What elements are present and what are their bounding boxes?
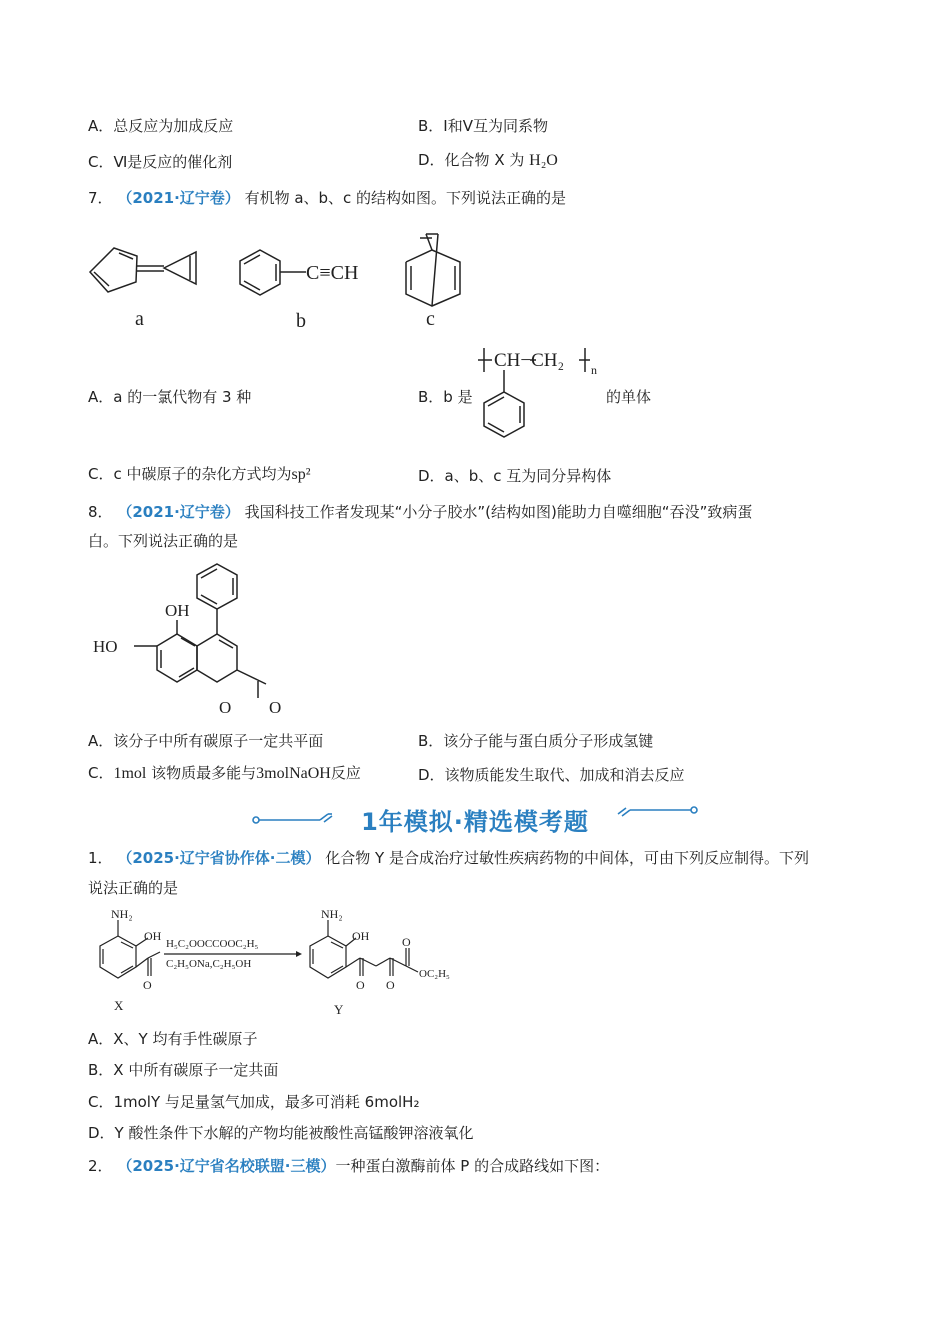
reagent-top: H₅C₂OOCCOOC₂H₅ — [166, 938, 259, 950]
q8-option-c-label: C． — [88, 764, 114, 782]
b-group-label: C≡CH — [306, 262, 359, 284]
label-b: b — [296, 310, 306, 332]
m2-stem-text: 一种蛋白激酶前体 P 的合成路线如下图： — [335, 1157, 610, 1175]
m1-option-d: D．Y 酸性条件下水解的产物均能被酸性高锰酸钾溶液氧化 — [88, 1124, 474, 1142]
structure-a — [90, 248, 196, 292]
q8-option-b: B．该分子能与蛋白质分子形成氢键 — [418, 732, 654, 750]
q6-option-d — [418, 150, 558, 171]
q7-option-c — [88, 464, 311, 485]
q8-stem-line2: 白。下列说法正确的是 — [88, 532, 239, 550]
m2-source: （2025·辽宁省名校联盟·三模） — [117, 1157, 336, 1175]
m2-stem — [88, 1156, 609, 1176]
y-oh-label: OH — [352, 929, 370, 943]
q7-number: 7． — [88, 189, 113, 207]
y-ester-o-label: O — [402, 935, 411, 949]
x-label: X — [114, 998, 124, 1013]
q8-oh-label: OH — [165, 601, 190, 620]
q8-molecule-figure — [88, 560, 298, 720]
m1-reaction-scheme — [88, 904, 488, 1020]
structure-c — [406, 234, 460, 306]
reagent-bottom: C₂H₅ONa,C₂H₅OH — [166, 958, 252, 970]
q7-polystyrene-figure — [474, 344, 614, 448]
polymer-unit: CH−CH₂ — [494, 350, 565, 371]
label-c: c — [426, 308, 435, 330]
q8-stem-line1 — [88, 502, 752, 522]
structure-b — [240, 250, 306, 295]
q6-option-d-text: D．化合物 X 为 — [418, 151, 525, 169]
x-o-label: O — [143, 978, 152, 992]
section-banner-title: 1年模拟·精选模考题 — [361, 808, 589, 836]
q7-stem-text: 有机物 a、b、c 的结构如图。下列说法正确的是 — [244, 189, 567, 207]
q8-stem-text: 我国科技工作者发现某“小分子胶水”(结构如图)能助力自噬细胞“吞没”致病蛋 — [244, 503, 753, 521]
m1-option-b: B．X 中所有碳原子一定共面 — [88, 1061, 279, 1079]
q8-carbonyl-o-label: O — [269, 698, 282, 717]
q8-option-c-suffix: 反应 — [330, 764, 361, 782]
m1-option-c: C．1molY 与足量氢气加成，最多可消耗 6molH₂ — [88, 1093, 420, 1111]
q7-structures-figure — [80, 228, 480, 338]
q8-option-c-formula1: 1mol — [113, 765, 147, 782]
reaction-arrowhead — [296, 951, 302, 957]
y-label: Y — [334, 1002, 344, 1017]
q6-option-b: B．Ⅰ和Ⅴ互为同系物 — [418, 117, 548, 135]
q7-option-d: D．a、b、c 互为同分异构体 — [418, 467, 612, 485]
m1-stem-line1 — [88, 848, 809, 868]
y-oc2h5-label: OC₂H₅ — [419, 968, 450, 980]
q7-option-b-prefix: B．b 是 — [418, 388, 473, 406]
q6-option-c: C．Ⅵ是反应的催化剂 — [88, 153, 233, 171]
m1-stem-line2: 说法正确的是 — [88, 879, 179, 897]
q8-ho-label: HO — [93, 637, 118, 656]
m1-stem-text: 化合物 Y 是合成治疗过敏性疾病药物的中间体，可由下列反应制得。下列 — [325, 849, 809, 867]
y-nh2-label: NH₂ — [321, 907, 343, 921]
y-ketone-o-label: O — [356, 978, 365, 992]
q6-option-a: A．总反应为加成反应 — [88, 117, 234, 135]
q8-option-c — [88, 763, 361, 784]
section-banner — [248, 800, 702, 834]
q7-source: （2021·辽宁卷） — [117, 189, 240, 207]
q7-option-b-suffix: 的单体 — [606, 388, 652, 406]
q7-stem — [88, 188, 566, 208]
y-ketone2-o-label: O — [386, 978, 395, 992]
q8-ring-o-label: O — [219, 698, 232, 717]
label-a: a — [135, 308, 144, 330]
q8-source: （2021·辽宁卷） — [117, 503, 240, 521]
m1-number: 1． — [88, 849, 113, 867]
q8-number: 8． — [88, 503, 113, 521]
q6-option-d-formula: H₂O — [529, 152, 558, 169]
q8-option-c-mid: 该物质最多能与 — [151, 764, 257, 782]
q8-option-c-formula2: 3molNaOH — [256, 765, 331, 782]
q8-option-d: D．该物质能发生取代、加成和消去反应 — [418, 766, 685, 784]
m2-number: 2． — [88, 1157, 113, 1175]
q8-option-a: A．该分子中所有碳原子一定共平面 — [88, 732, 324, 750]
m1-source: （2025·辽宁省协作体·二模） — [117, 849, 321, 867]
x-nh2-label: NH₂ — [111, 907, 133, 921]
q7-option-c-formula: sp² — [291, 466, 311, 483]
q7-option-a: A．a 的一氯代物有 3 种 — [88, 388, 252, 406]
x-oh-label: OH — [144, 929, 162, 943]
polymer-n: n — [591, 363, 597, 377]
q7-option-c-text: C．c 中碳原子的杂化方式均为 — [88, 465, 292, 483]
m1-option-a: A．X、Y 均有手性碳原子 — [88, 1030, 258, 1048]
